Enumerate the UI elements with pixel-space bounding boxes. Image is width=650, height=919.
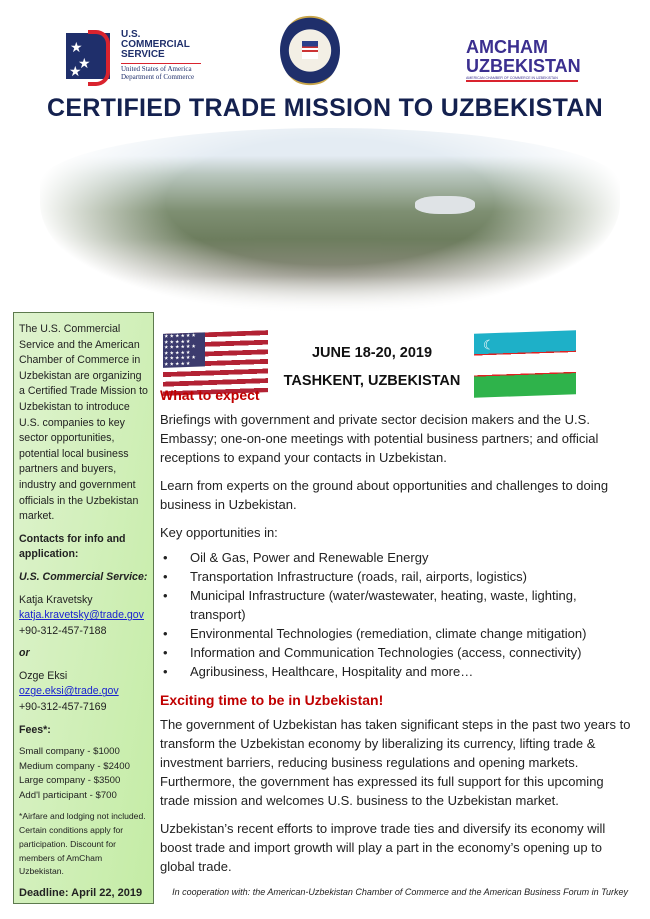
embassy-seal-logo [280, 15, 340, 86]
logo-text: AMCHAM [466, 37, 548, 57]
paragraph: Briefings with government and private sector decision makers and the U.S. Embassy; one-on-one meetings with potential business partners; and official receptions to expand your contacts in Uzbekistan. [160, 412, 599, 465]
logo-subtext: AMERICAN CHAMBER OF COMMERCE IN UZBEKISTAN [466, 76, 578, 82]
logo-text: UZBEKISTAN [466, 56, 581, 76]
contact-name: Katja Kravetsky [19, 593, 93, 606]
uzbekistan-flag-icon: ☾ [474, 330, 576, 398]
page-title: CERTIFIED TRADE MISSION TO UZBEKISTAN [46, 94, 604, 122]
us-commercial-service-logo: ★ ★ ★ U.S. COMMERCIAL SERVICE United States of America Department of Commerce [66, 30, 206, 88]
list-item: • Agribusiness, Healthcare, Hospitality and more… [160, 662, 632, 681]
contacts-heading: Contacts for info and application: [19, 532, 126, 561]
contact-phone: +90-312-457-7188 [19, 624, 107, 637]
org-heading: U.S. Commercial Service: [19, 570, 148, 583]
contact-name: Ozge Eksi [19, 669, 68, 682]
fee-item: Add'l participant - $700 [19, 789, 117, 801]
fees-list [19, 745, 148, 803]
fees-heading: Fees*: [19, 723, 51, 736]
us-flag-icon: ★★★★★★ ★★★★★ ★★★★★★ ★★★★★ ★★★★★★ ★★★★★ [163, 330, 268, 396]
logo-text: SERVICE [121, 49, 165, 60]
list-item: • Environmental Technologies (remediation, climate change mitigation) [160, 624, 632, 643]
event-dates: JUNE 18-20, 2019 [311, 345, 433, 361]
list-item: • Municipal Infrastructure (water/wastewater, heating, waste, lighting, transport) [160, 586, 632, 624]
amcham-uzbekistan-logo [466, 37, 581, 82]
paragraph: The government of Uzbekistan has taken significant steps in the past two years to transform the Uzbekistan economy by liberalizing its currency, lifting trade & investment barriers, reducing business regulations and opening markets. Furthermore, the government has expressed its full support for this upcoming trade mission and welcomes U.S. business to the Uzbekistan market. [160, 717, 631, 808]
logo-text: U.S. [121, 29, 141, 40]
section-heading: Exciting time to be in Uzbekistan! [160, 692, 384, 708]
paragraph: Uzbekistan’s recent efforts to improve trade ties and diversify its economy will boost trade and import growth will play a part in the economy’s opening up to global trade. [160, 821, 606, 874]
paragraph: Key opportunities in: [160, 525, 278, 540]
event-location: TASHKENT, UZBEKISTAN [283, 373, 461, 389]
sidebar-intro: The U.S. Commercial Service and the American Chamber of Commerce in Uzbekistan are organizing a Certified Trade Mission to Uzbekistan to introduce U.S. companies to key sector opportunities, potential local business partners and buyers, industry and government officials in the Uzbekistan market. [19, 323, 148, 523]
tashkent-city-photo [40, 128, 620, 313]
fees-note: *Airfare and lodging not included. Certain conditions apply for participation. Discount for members of AmCham Uzbekistan. [19, 811, 146, 877]
deadline: Deadline: April 22, 2019 [19, 887, 143, 900]
opportunities-list [160, 548, 632, 681]
logo-subtext: Department of Commerce [121, 73, 195, 81]
contact-phone: +90-312-457-7169 [19, 701, 107, 714]
fee-item: Small company - $1000 [19, 746, 120, 758]
fee-item: Large company - $3500 [19, 775, 121, 787]
contact-email-link[interactable]: katja.kravetsky@trade.gov [19, 609, 144, 622]
logo-text: COMMERCIAL [121, 39, 190, 50]
list-item: • Information and Communication Technologies (access, connectivity) [160, 643, 632, 662]
list-item: • Oil & Gas, Power and Renewable Energy [160, 548, 632, 567]
eagle-shield-icon [302, 41, 318, 59]
list-item: • Transportation Infrastructure (roads, rail, airports, logistics) [160, 567, 632, 586]
section-heading: What to expect [160, 387, 260, 403]
main-content [160, 386, 632, 885]
contact-email-link[interactable]: ozge.eksi@trade.gov [19, 685, 119, 698]
or-label: or [19, 647, 30, 660]
footer-note: In cooperation with: the American-Uzbekistan Chamber of Commerce and the American Business Forum in Turkey [172, 887, 628, 897]
logo-subtext: United States of America [121, 65, 192, 73]
fee-item: Medium company - $2400 [19, 760, 130, 772]
info-sidebar [13, 312, 154, 904]
paragraph: Learn from experts on the ground about opportunities and challenges to doing business in Uzbekistan. [160, 478, 609, 512]
